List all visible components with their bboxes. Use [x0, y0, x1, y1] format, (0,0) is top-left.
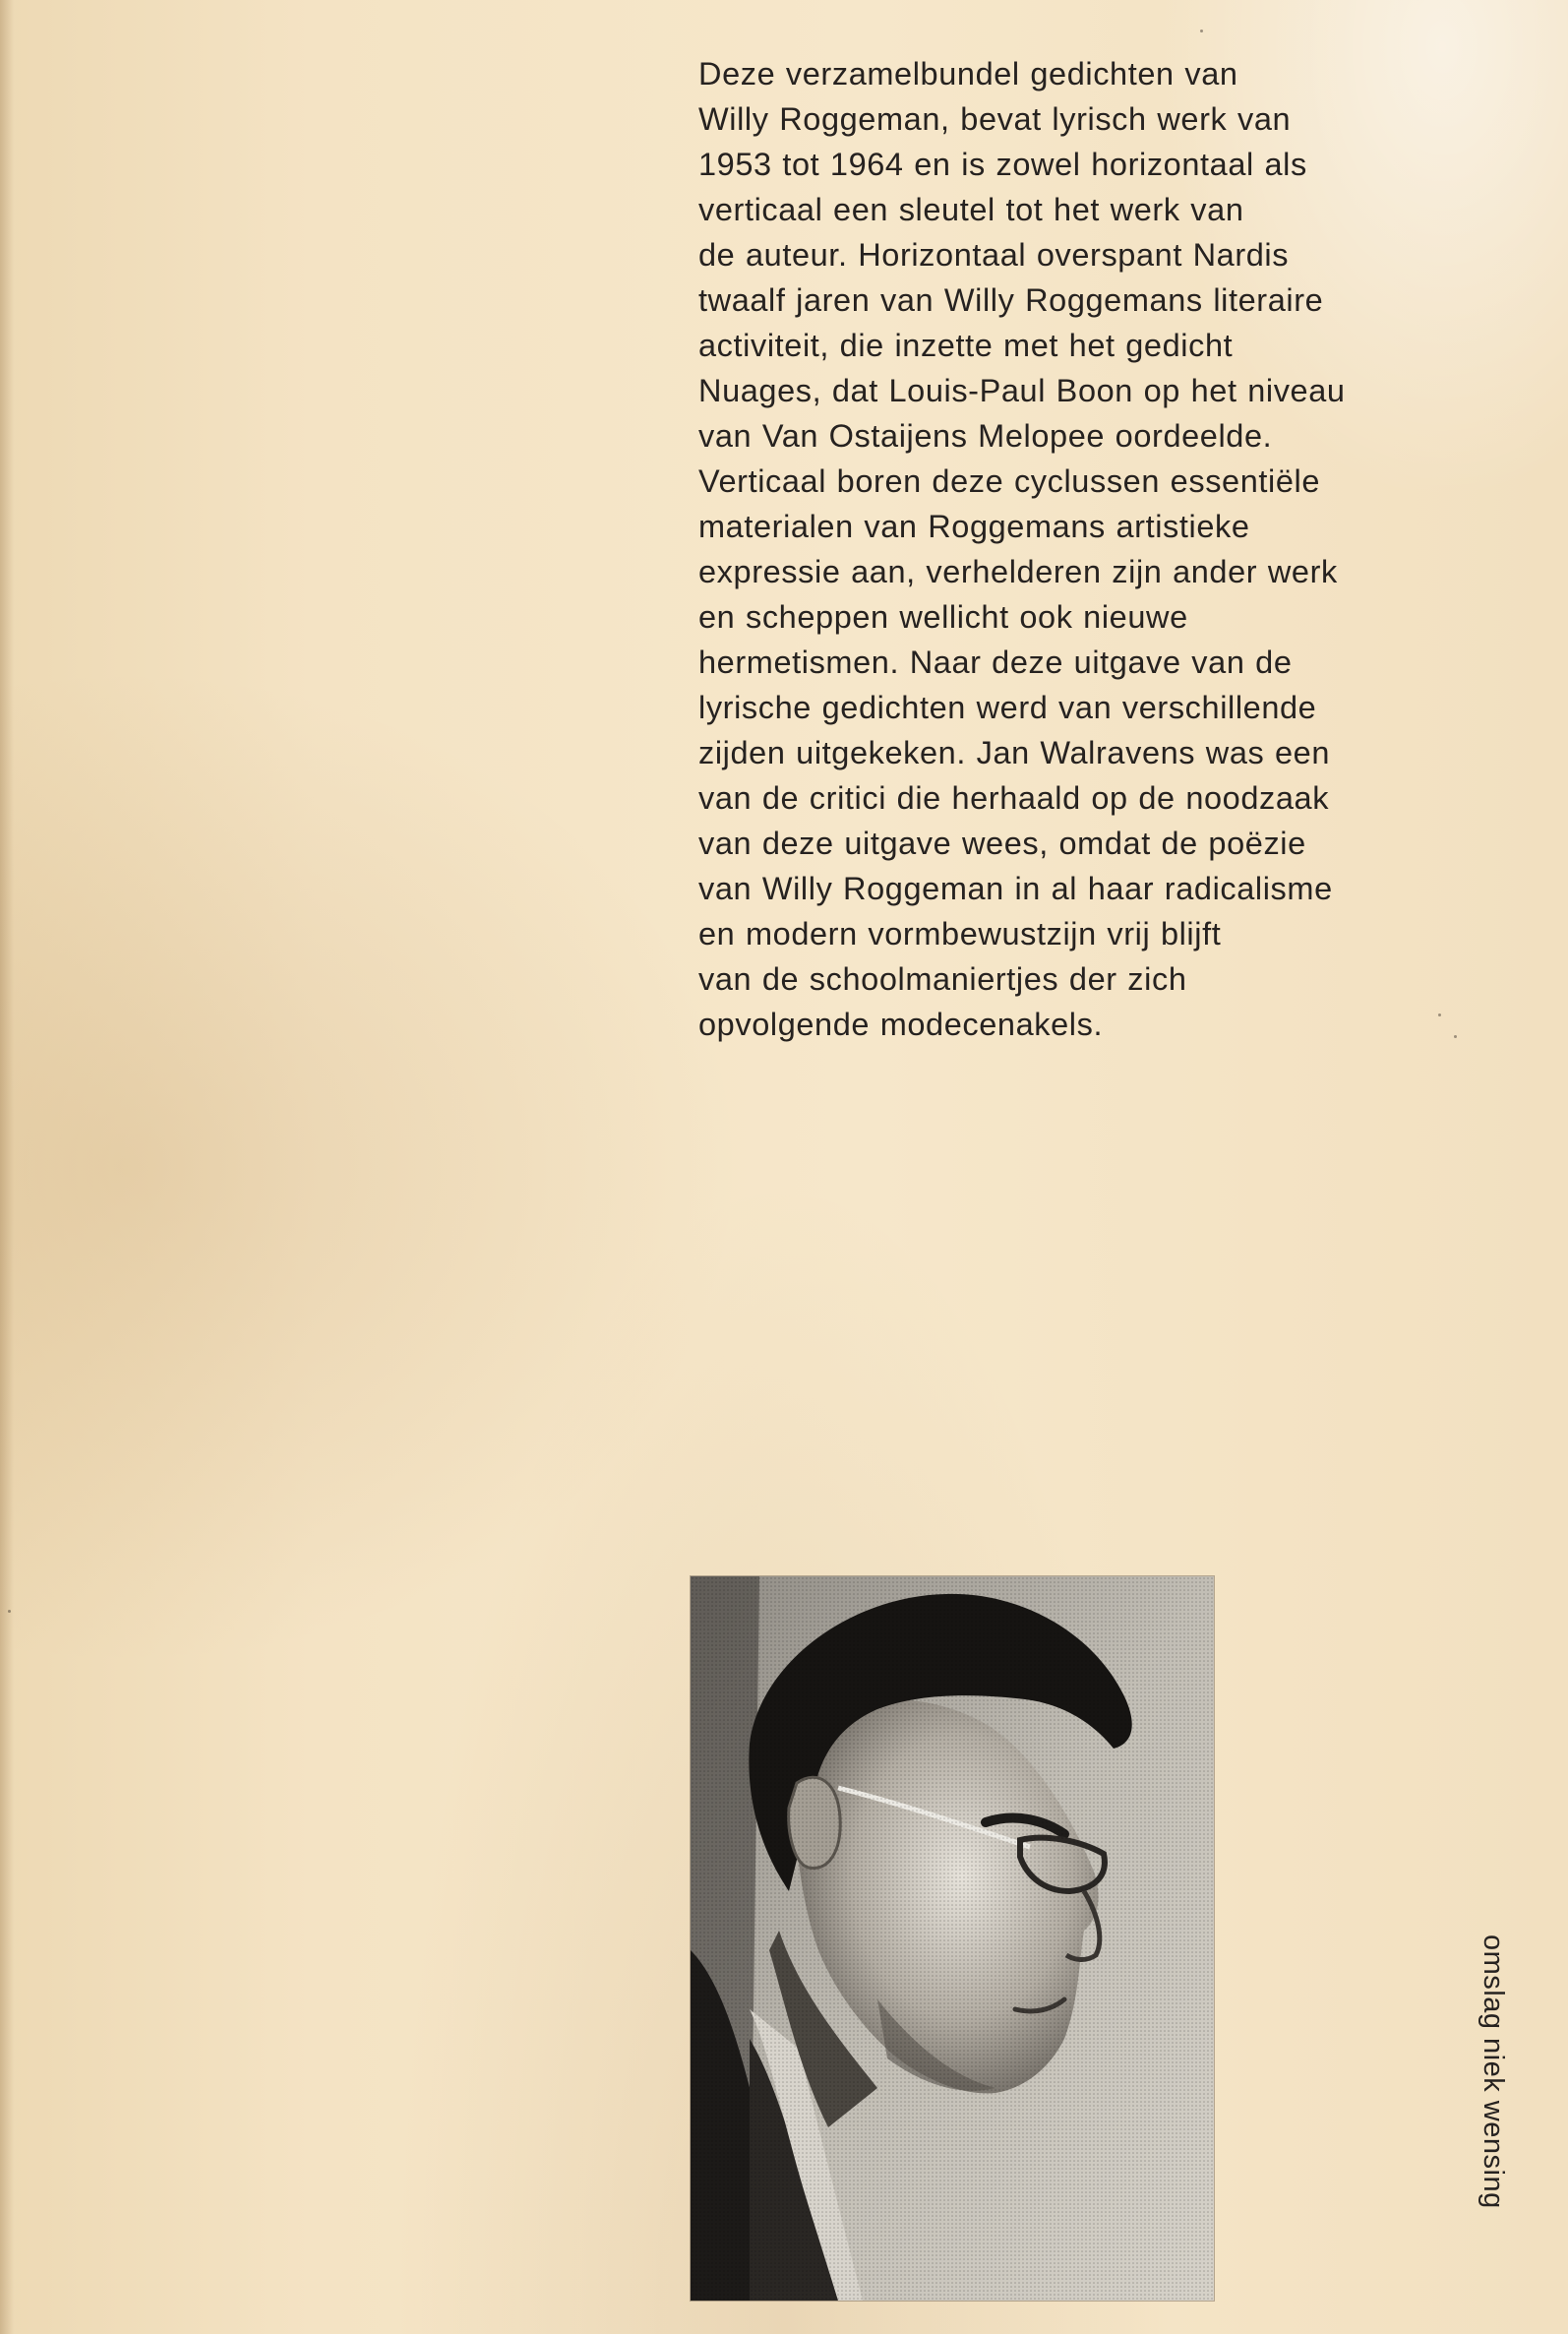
blurb-line: de auteur. Horizontaal overspant Nardis — [698, 237, 1290, 273]
blurb-line: twaalf jaren van Willy Roggemans literaire — [698, 282, 1324, 318]
blurb-line: van de schoolmaniertjes der zich — [698, 961, 1187, 997]
blurb-line: Deze verzamelbundel gedichten van — [698, 56, 1238, 92]
blurb-line: materialen van Roggemans artistieke — [698, 509, 1250, 544]
blurb-line: van deze uitgave wees, omdat de poëzie — [698, 826, 1306, 861]
paper-speck — [1200, 30, 1203, 32]
cover-designer-credit: omslag niek wensing — [1478, 1935, 1509, 2209]
blurb-line: van Willy Roggeman in al haar radicalisme — [698, 871, 1333, 906]
author-portrait-photo — [691, 1576, 1214, 2301]
paper-speck — [1454, 1035, 1457, 1038]
cover-blurb — [698, 51, 1525, 1047]
blurb-line: van Van Ostaijens Melopee oordeelde. — [698, 418, 1273, 454]
blurb-line: Willy Roggeman, bevat lyrisch werk van — [698, 101, 1292, 137]
blurb-line: Nuages, dat Louis-Paul Boon op het niveau — [698, 373, 1346, 408]
blurb-line: activiteit, die inzette met het gedicht — [698, 328, 1234, 363]
blurb-line: van de critici die herhaald op de noodzaak — [698, 780, 1330, 816]
paper-speck — [8, 1610, 11, 1613]
blurb-line: verticaal een sleutel tot het werk van — [698, 192, 1244, 227]
cover-edge-wear — [0, 0, 14, 2334]
blurb-line: en modern vormbewustzijn vrij blijft — [698, 916, 1222, 952]
blurb-line: hermetismen. Naar deze uitgave van de — [698, 645, 1293, 680]
blurb-line: zijden uitgekeken. Jan Walravens was een — [698, 735, 1331, 770]
blurb-line: 1953 tot 1964 en is zowel horizontaal als — [698, 147, 1307, 182]
blurb-line: Verticaal boren deze cyclussen essentiële — [698, 463, 1321, 499]
paper-speck — [1438, 1013, 1441, 1016]
portrait-illustration — [691, 1576, 1214, 2301]
blurb-line: expressie aan, verhelderen zijn ander werk — [698, 554, 1338, 589]
blurb-line: opvolgende modecenakels. — [698, 1007, 1104, 1042]
blurb-line: lyrische gedichten werd van verschillende — [698, 690, 1317, 725]
blurb-line: en scheppen wellicht ook nieuwe — [698, 599, 1188, 635]
